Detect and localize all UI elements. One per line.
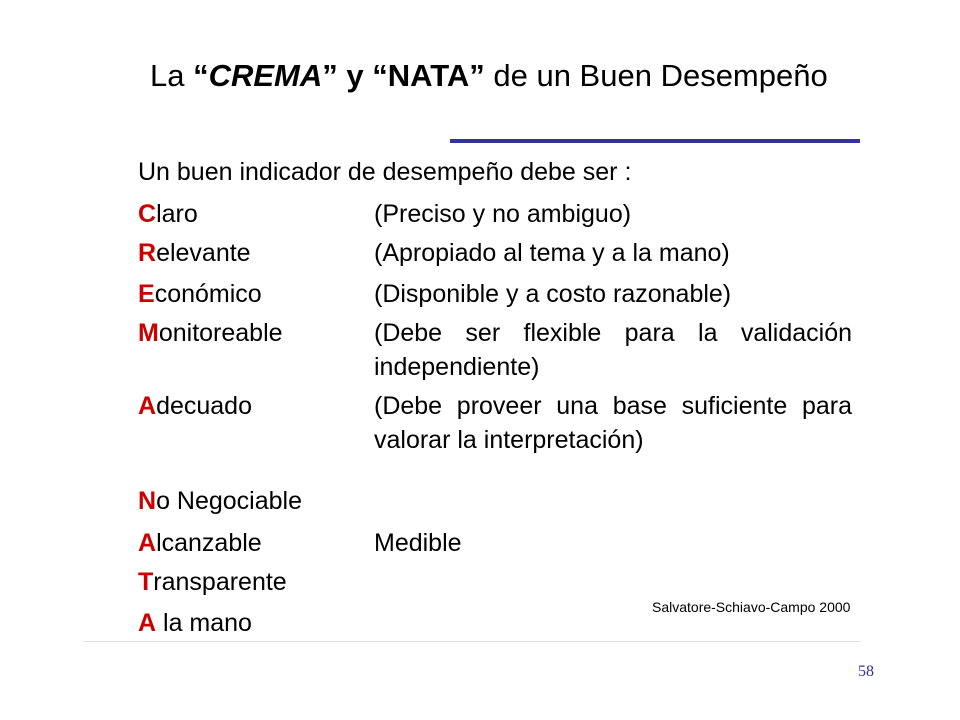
term-rest: conómico: [154, 280, 262, 308]
slide-title: [150, 56, 870, 96]
title-underline: [450, 139, 860, 143]
term-initial: R: [138, 239, 157, 267]
description-economico: (Disponible y a costo razonable): [374, 280, 732, 308]
title-middle: y: [337, 58, 373, 93]
term-economico: [138, 277, 262, 311]
title-close-quote-2: ”: [469, 58, 485, 93]
title-prefix: La: [150, 58, 194, 93]
term-rest: ransparente: [153, 568, 287, 596]
term-transparente: [138, 565, 287, 599]
term-monitoreable: [138, 316, 283, 350]
term-initial: C: [138, 200, 157, 228]
term-alcanzable: [138, 526, 262, 560]
term-initial: T: [138, 568, 154, 596]
intro-text: Un buen indicador de desempeño debe ser :: [138, 158, 632, 186]
page-number: 58: [858, 663, 874, 680]
title-word-nata: NATA: [387, 58, 470, 93]
footer-divider: [84, 641, 860, 642]
description-adecuado: (Debe proveer una base suficiente para valorar la interpretación): [374, 392, 852, 454]
term-initial: N: [138, 487, 157, 515]
term-a-la-mano: [138, 606, 252, 640]
description-alcanzable: Medible: [374, 529, 462, 557]
term-relevante: [138, 236, 251, 270]
term-no-negociable: [138, 484, 302, 518]
title-open-quote-2: “: [372, 58, 388, 93]
term-claro: [138, 197, 198, 231]
term-rest: laro: [156, 200, 198, 228]
term-initial: A: [138, 392, 157, 420]
term-rest: decuado: [156, 392, 252, 420]
title-suffix: de un Buen Desempeño: [484, 58, 828, 93]
description-monitoreable: (Debe ser flexible para la validación independiente): [374, 319, 852, 381]
description-relevante: (Apropiado al tema y a la mano): [374, 239, 730, 267]
term-rest: elevante: [156, 239, 251, 267]
term-rest: la mano: [156, 609, 252, 637]
citation: Salvatore-Schiavo-Campo 2000: [652, 599, 851, 615]
title-word-crema: CREMA: [208, 58, 323, 93]
term-rest: lcanzable: [156, 529, 262, 557]
description-claro: (Preciso y no ambiguo): [374, 200, 632, 228]
term-rest: onitoreable: [158, 319, 283, 347]
title-open-quote-1: “: [193, 58, 209, 93]
term-initial: A: [138, 609, 157, 637]
term-initial: M: [138, 319, 159, 347]
term-initial: A: [138, 529, 157, 557]
term-initial: E: [138, 280, 155, 308]
title-close-quote-1: ”: [322, 58, 338, 93]
term-adecuado: [138, 389, 252, 423]
term-rest: o Negociable: [156, 487, 302, 515]
